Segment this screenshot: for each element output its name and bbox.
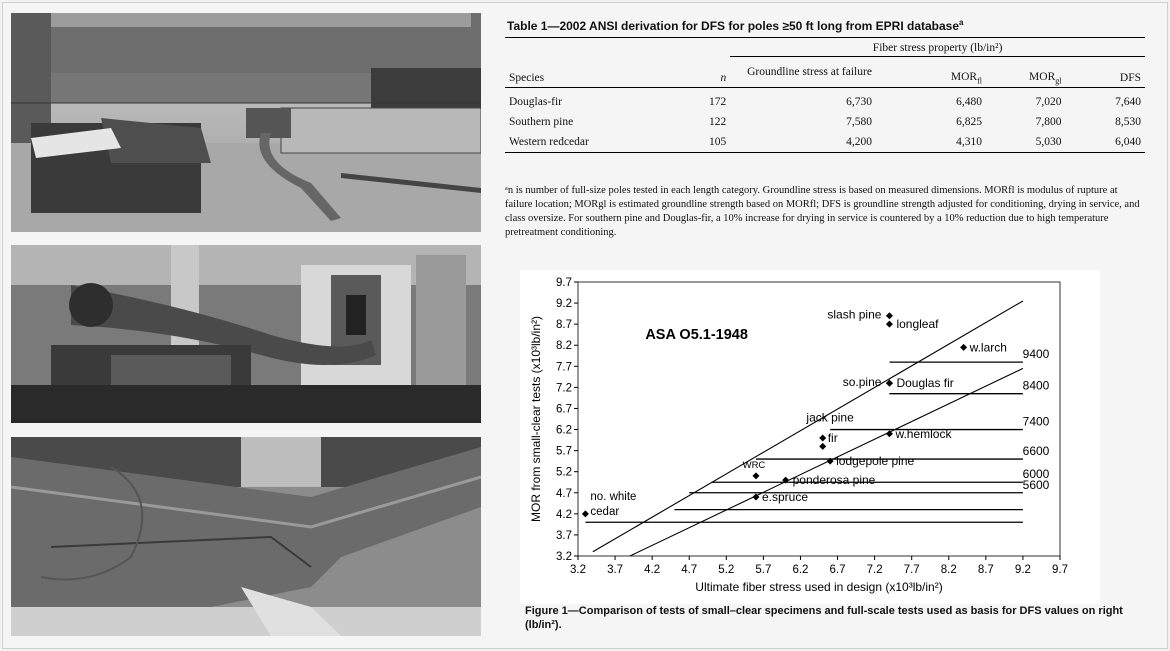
x-tick-label: 3.7 xyxy=(607,564,624,576)
point-label: lodgepole pine xyxy=(836,454,915,469)
dfs-value-label: 6600 xyxy=(1022,444,1050,459)
cell-species: Western redcedar xyxy=(509,136,589,149)
point-label: longleaf xyxy=(896,317,939,332)
cell-n: 172 xyxy=(708,96,727,109)
annotation-label: jack pine xyxy=(806,410,854,425)
point-label: w.hemlock xyxy=(895,426,952,441)
point-label: no. white xyxy=(590,490,637,503)
x-tick-label: 4.2 xyxy=(644,564,661,576)
cell-morfl: 6,480 xyxy=(956,96,982,109)
cell-morgl: 7,020 xyxy=(1035,96,1062,109)
y-tick-label: 6.7 xyxy=(556,403,572,416)
x-tick-label: 8.7 xyxy=(977,564,994,576)
dfs-table xyxy=(505,37,1145,153)
cell-dfs: 6,040 xyxy=(1115,136,1141,149)
point-label: slash pine xyxy=(827,307,882,322)
dfs-value-label: 9400 xyxy=(1022,347,1050,362)
cell-morgl: 5,030 xyxy=(1035,136,1062,149)
y-tick-label: 8.2 xyxy=(556,340,572,353)
col-dfs: DFS xyxy=(1119,72,1141,85)
point-label: cedar xyxy=(590,505,620,518)
y-tick-label: 5.2 xyxy=(556,466,572,479)
photo-broken-pole-closeup xyxy=(11,437,481,636)
y-tick-label: 9.7 xyxy=(556,277,572,289)
cell-groundline: 4,200 xyxy=(846,136,872,149)
cell-groundline: 6,730 xyxy=(846,96,872,109)
y-tick-label: 7.2 xyxy=(556,382,572,395)
cell-species: Douglas-fir xyxy=(509,96,563,109)
x-tick-label: 3.2 xyxy=(570,564,586,576)
x-tick-label: 6.2 xyxy=(792,564,809,576)
y-axis-label: MOR from small-clear tests (x10³lb/in²) xyxy=(529,315,543,523)
y-tick-label: 9.2 xyxy=(556,298,572,311)
cell-n: 105 xyxy=(708,136,727,149)
x-tick-label: 5.7 xyxy=(755,564,772,576)
cell-dfs: 7,640 xyxy=(1115,96,1141,109)
y-tick-label: 7.7 xyxy=(556,361,572,374)
col-n: n xyxy=(720,71,727,84)
table-row xyxy=(505,88,1145,113)
y-tick-label: 8.7 xyxy=(556,319,572,332)
table-title: Table 1—2002 ANSI derivation for DFS for poles ≥50 ft long from EPRI database$^a$ xyxy=(507,18,964,33)
dfs-value-label: 6000 xyxy=(1022,467,1050,482)
photo-pole-test-yard xyxy=(11,13,481,232)
group-header: Fiber stress property (lb/in²) xyxy=(730,38,1145,57)
col-groundline: Groundline stress at failure xyxy=(747,66,872,79)
cell-dfs: 8,530 xyxy=(1115,116,1141,129)
cell-n: 122 xyxy=(708,116,727,129)
figure-caption: Figure 1—Comparison of tests of small–clear specimens and full-scale tests used as basis for DFS values on right (lb/in²). xyxy=(525,605,1123,631)
y-tick-label: 3.7 xyxy=(556,529,572,542)
col-species: Species xyxy=(509,71,545,84)
x-tick-label: 5.2 xyxy=(718,564,735,576)
x-tick-label: 4.7 xyxy=(681,564,698,576)
photo-pole-in-load-frame xyxy=(11,245,481,423)
x-tick-label: 9.7 xyxy=(1052,564,1068,576)
cell-groundline: 7,580 xyxy=(846,116,872,129)
point-label: w.larch xyxy=(969,340,1007,355)
cell-morfl: 6,825 xyxy=(956,116,982,129)
x-tick-label: 7.7 xyxy=(903,564,920,576)
x-tick-label: 7.2 xyxy=(866,564,883,576)
point-label: ponderosa pine xyxy=(792,473,876,488)
y-tick-label: 5.7 xyxy=(556,445,572,458)
y-tick-label: 4.2 xyxy=(556,508,572,521)
x-tick-label: 8.2 xyxy=(940,564,957,576)
table-row xyxy=(505,132,1145,153)
point-label: fir xyxy=(827,430,838,445)
chart-title: ASA O5.1-1948 xyxy=(645,326,748,343)
y-tick-label: 6.2 xyxy=(556,424,572,437)
dfs-value-label: 8400 xyxy=(1022,378,1050,393)
table-1 xyxy=(505,18,1145,153)
point-label: e.spruce xyxy=(761,489,809,504)
cell-morfl: 4,310 xyxy=(956,136,982,149)
point-label: WRC xyxy=(742,459,766,471)
col-morgl: $MOR_{gl}$ xyxy=(1029,71,1062,86)
point-label: so.pine xyxy=(842,375,882,390)
dfs-value-label: 5600 xyxy=(1022,477,1050,492)
cell-species: Southern pine xyxy=(509,116,574,129)
y-tick-label: 3.2 xyxy=(556,551,572,563)
x-tick-label: 9.2 xyxy=(1014,564,1031,576)
cell-morgl: 7,800 xyxy=(1035,116,1062,129)
y-tick-label: 4.7 xyxy=(556,487,572,500)
x-tick-label: 6.7 xyxy=(829,564,846,576)
chart-background xyxy=(520,270,1100,604)
point-label: Douglas fir xyxy=(896,376,954,391)
table-footnote: ᵃn is number of full-size poles tested in each length category. Groundline stress is based on measured dimensions. MORfl is modulus of rupture at failure location; MORgl is estimated groundline strength based on MORfl; DFS is groundline strength adjusted for conditioning, drying in service, and class oversize. For southern pine and Douglas-fir, a 10% increase for drying in service is countered by a 10% reduction due to high temperature pretreatment conditioning. xyxy=(505,185,1140,238)
x-axis-label: Ultimate fiber stress used in design (x10³lb/in²) xyxy=(695,580,943,594)
dfs-value-label: 7400 xyxy=(1022,414,1050,429)
col-morfl: $MOR_{fl}$ xyxy=(950,71,982,86)
figure-1-chart xyxy=(520,270,1100,594)
table-row xyxy=(505,112,1145,132)
